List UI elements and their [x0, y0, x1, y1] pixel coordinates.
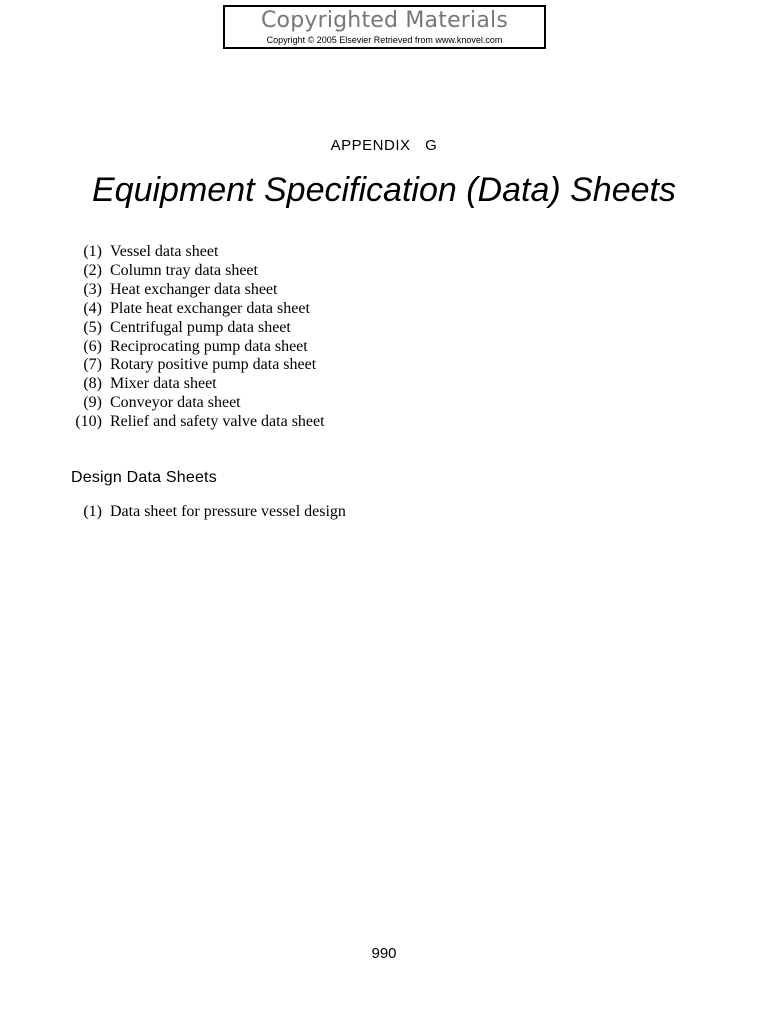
item-text: Rotary positive pump data sheet: [110, 356, 317, 374]
item-number: (10): [75, 413, 102, 431]
list-item: [60, 338, 325, 357]
appendix-label: APPENDIX G: [330, 137, 438, 154]
item-number: (8): [83, 375, 102, 393]
item-text: Data sheet for pressure vessel design: [110, 503, 346, 520]
stamp-title: Copyrighted Materials: [260, 8, 509, 33]
stamp-subtitle: Copyright © 2005 Elsevier Retrieved from www.knovel.com: [266, 35, 503, 45]
copyright-stamp: [223, 5, 546, 49]
item-number: (9): [83, 394, 102, 412]
item-text: Relief and safety valve data sheet: [110, 413, 325, 431]
list-item: [60, 503, 346, 522]
item-number: (6): [83, 337, 102, 355]
design-data-sheet-list: [60, 503, 346, 522]
list-item: [60, 243, 325, 262]
item-text: Heat exchanger data sheet: [110, 280, 278, 298]
item-number: (5): [83, 318, 102, 336]
item-text: Column tray data sheet: [110, 261, 258, 279]
section-heading: Design Data Sheets: [71, 469, 217, 486]
list-item: [60, 413, 325, 432]
item-text: Conveyor data sheet: [110, 394, 241, 412]
item-text: Plate heat exchanger data sheet: [110, 299, 310, 317]
data-sheet-list: [60, 243, 325, 432]
item-number: (2): [83, 261, 102, 279]
page-number: 990: [371, 945, 397, 962]
page-title: Equipment Specification (Data) Sheets: [92, 171, 676, 209]
item-number: (7): [83, 356, 102, 374]
list-item: [60, 375, 325, 394]
list-item: [60, 319, 325, 338]
list-item: [60, 262, 325, 281]
item-text: Mixer data sheet: [110, 375, 217, 393]
list-item: [60, 394, 325, 413]
item-number: (4): [83, 299, 102, 317]
item-number: (3): [83, 280, 102, 298]
item-number: (1): [83, 243, 102, 260]
item-text: Vessel data sheet: [110, 243, 219, 260]
list-item: [60, 300, 325, 319]
list-item: [60, 281, 325, 300]
item-number: (1): [83, 503, 102, 520]
list-item: [60, 356, 325, 375]
item-text: Centrifugal pump data sheet: [110, 318, 291, 336]
item-text: Reciprocating pump data sheet: [110, 337, 308, 355]
